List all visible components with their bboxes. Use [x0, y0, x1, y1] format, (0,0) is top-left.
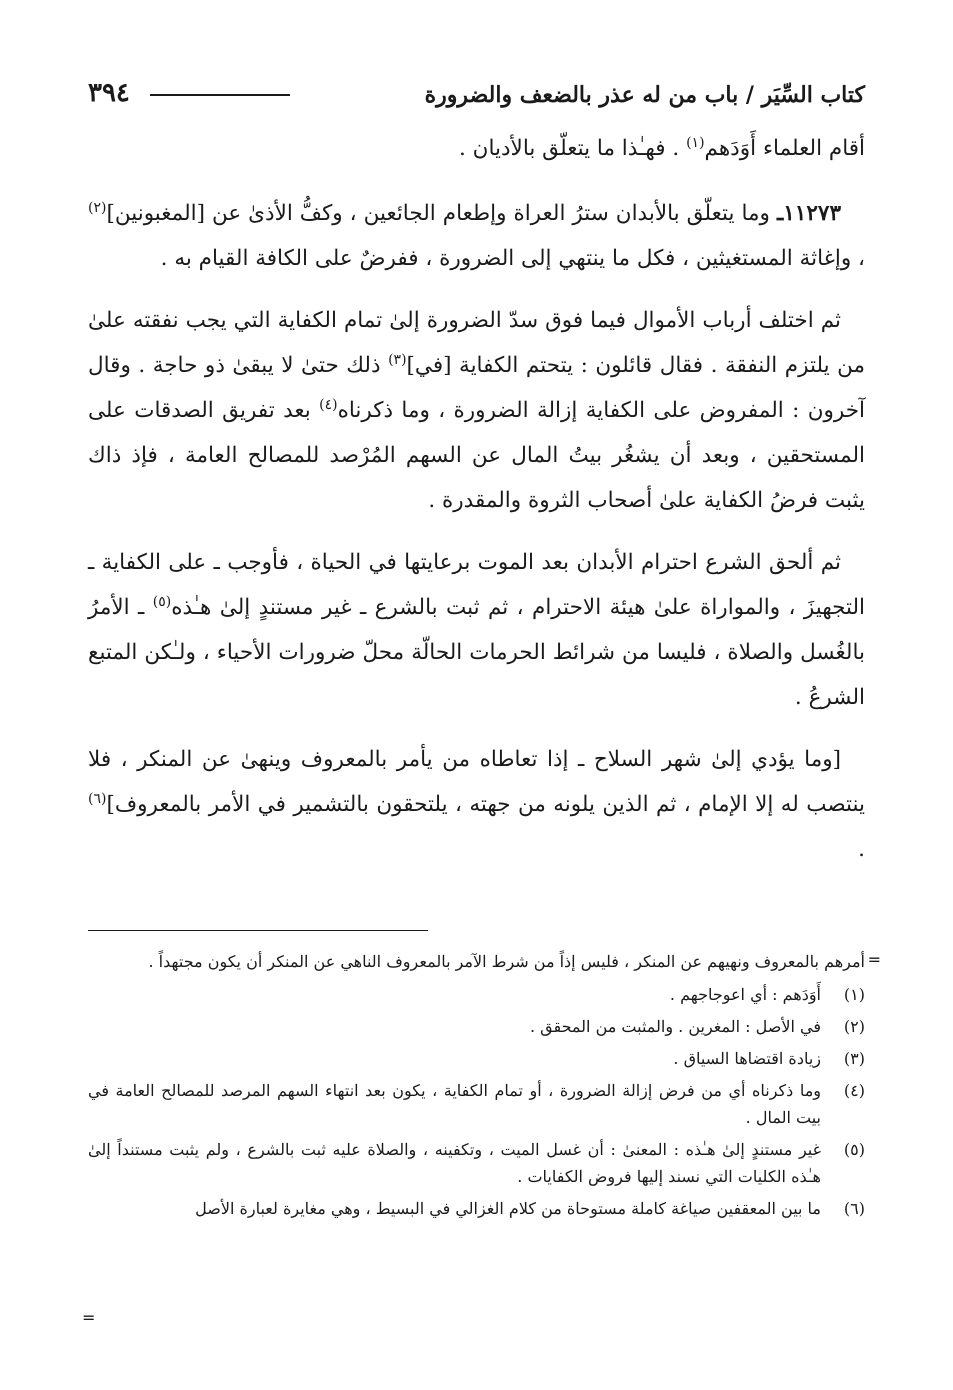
- text-run: ثم ألحق الشرع احترام الأبدان بعد الموت برعايتها في الحياة ، فأوجب ـ على الكفاية ـ التجهيزَ ، والمواراة علىٰ هيئة الاحترام ، ثم ثبت بالشرع ـ غير مستندٍ إلىٰ هـٰذه: [88, 550, 865, 620]
- footnote-1: [88, 981, 865, 1008]
- footnote-marker: (٦): [843, 1199, 865, 1218]
- footnote-text: ما بين المعقفين صياغة كاملة مستوحاة من كلام الغزالي في البسيط ، وهي مغايرة لعبارة الأصل: [195, 1199, 821, 1218]
- continued-mark-top: =: [867, 950, 881, 969]
- footnote-ref-3[interactable]: (٣): [388, 351, 407, 368]
- header-rule: [150, 94, 290, 96]
- text-run: ذلك حتىٰ لا يبقىٰ ذو حاجة . وقال آخرون : المفروض على الكفاية إزالة الضرورة ، وما ذكرناه: [88, 353, 865, 423]
- footnote-marker: (٥): [843, 1140, 865, 1159]
- text-run: أقام العلماء أَوَدَهم: [704, 136, 865, 161]
- footnote-marker: (١): [843, 985, 865, 1004]
- footnote-text: في الأصل : المغرين . والمثبت من المحقق .: [529, 1017, 821, 1036]
- footnote-ref-2[interactable]: (٢): [88, 199, 107, 216]
- text-run: ، وإغاثة المستغيثين ، فكل ما ينتهي إلى الضرورة ، ففرضٌ على الكافة القيام به .: [160, 246, 865, 271]
- footnote-2: [88, 1013, 865, 1040]
- footnote-6: [88, 1195, 865, 1222]
- running-title: كتاب السِّيَر / باب من له عذر بالضعف والضرورة: [424, 82, 865, 108]
- footnote-marker: (٤): [843, 1081, 865, 1100]
- text-run: وما يتعلّق بالأبدان سترُ العراة وإطعام الجائعين ، وكفُّ الأذىٰ عن [المغبونين]: [106, 201, 777, 226]
- main-text: [88, 126, 865, 889]
- text-run: [وما يؤدي إلىٰ شهر السلاح ـ إذا تعاطاه من يأمر بالمعروف وينهىٰ عن المنكر ، فلا ينتصب له إلا الإمام ، ثم الذين يلونه من جهته ، يلتحقون بالتشمير في الأمر بالمعروف]: [88, 747, 865, 817]
- footnotes: [88, 948, 865, 1227]
- footnote-ref-1[interactable]: (١): [686, 134, 705, 151]
- text-run: ثم اختلف أرباب الأموال فيما فوق سدّ الضرورة إلىٰ تمام الكفاية التي يجب نفقته علىٰ من يلتزم النفقة . فقال قائلون : يتحتم الكفاية [في]: [88, 308, 865, 378]
- paragraph-5: [88, 737, 865, 872]
- footnote-ref-6[interactable]: (٦): [88, 790, 107, 807]
- page-number: ٣٩٤: [88, 78, 130, 108]
- footnote-5: [88, 1136, 865, 1190]
- text-run: .: [858, 837, 865, 862]
- page-header: [88, 76, 865, 116]
- footnote-continuation: أمرهم بالمعروف ونهيهم عن المنكر ، فليس إذاً من شرط الآمر بالمعروف الناهي عن المنكر أن يكون مجتهداً .: [148, 952, 865, 971]
- paragraph-2: [88, 191, 865, 281]
- paragraph-1: [88, 126, 865, 171]
- text-run: . فهـٰذا ما يتعلّق بالأديان .: [458, 136, 687, 161]
- paragraph-3: [88, 298, 865, 523]
- footnote-marker: (٣): [843, 1049, 865, 1068]
- footnote-4: [88, 1077, 865, 1131]
- text-run: ـ الأمرُ بالغُسل والصلاة ، فليسا من شرائط الحرمات الحالّة محلّ ضرورات الأحياء ، ولـٰكن المتبع الشرعُ .: [88, 595, 865, 710]
- issue-number: ١١٢٧٣ـ: [776, 201, 841, 226]
- footnote-text: زيادة اقتضاها السياق .: [673, 1049, 821, 1068]
- footnote-ref-5[interactable]: (٥): [152, 593, 172, 610]
- paragraph-4: [88, 540, 865, 720]
- footnote-marker: (٢): [843, 1017, 865, 1036]
- footnote-text: غير مستندٍ إلىٰ هـٰذه : المعنىٰ : أن غسل الميت ، وتكفينه ، والصلاة عليه ثبت بالشرع ، ولم يثبت مستنداً إلىٰ هـٰذه الكليات التي نسند إليها فروض الكفايات .: [88, 1140, 822, 1186]
- continued-mark-bottom: =: [82, 1308, 96, 1327]
- footnote-3: [88, 1045, 865, 1072]
- footnote-ref-4[interactable]: (٤): [319, 396, 338, 413]
- footnote-text: وما ذكرناه أي من فرض إزالة الضرورة ، أو تمام الكفاية ، يكون بعد انتهاء السهم المرصد للمصالح العامة في بيت المال .: [88, 1081, 821, 1127]
- text-run: بعد تفريق الصدقات على المستحقين ، وبعد أن يشغُر بيتُ المال عن السهم المُرْصد للمصالح العامة ، فإذ ذاك يثبت فرضُ الكفاية علىٰ أصحاب الثروة والمقدرة .: [88, 398, 865, 513]
- footnote-separator: [88, 930, 428, 931]
- footnote-text: أَوَدَهم : أي اعوجاجهم .: [669, 985, 821, 1004]
